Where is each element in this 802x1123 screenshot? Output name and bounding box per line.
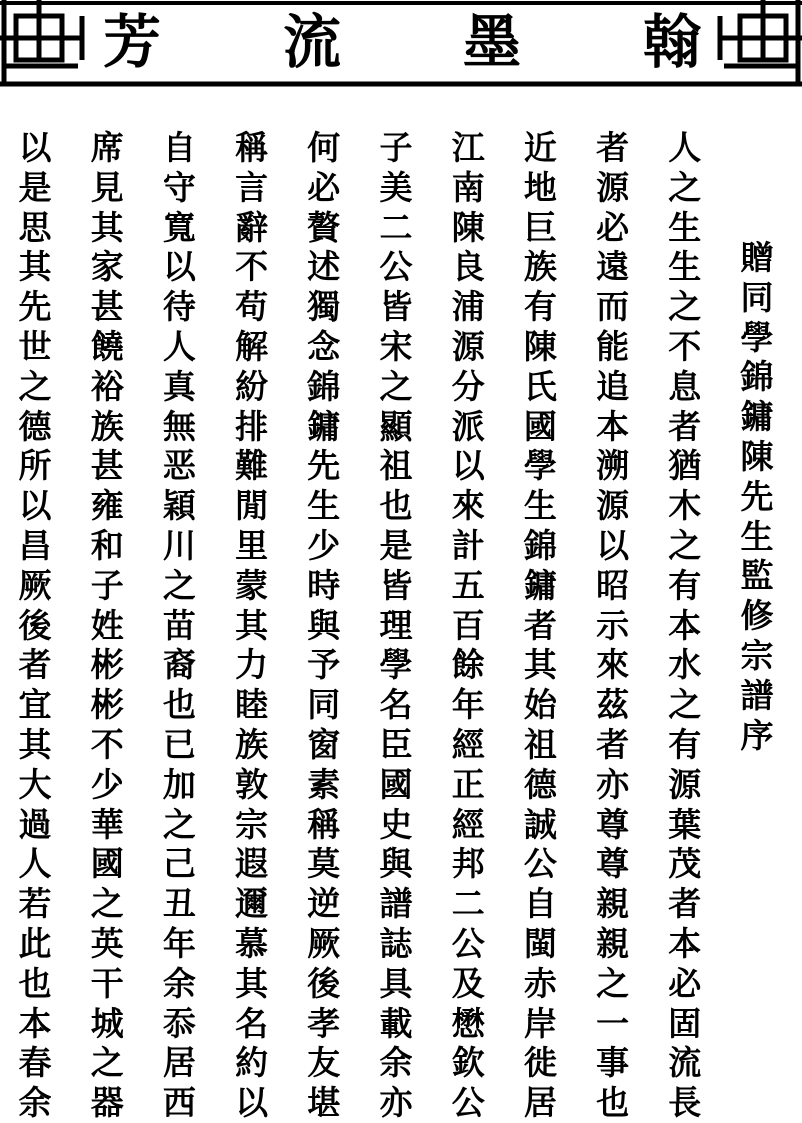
text-char: 之 <box>668 167 702 207</box>
text-char: 大 <box>18 764 52 804</box>
text-char: 後 <box>18 605 52 645</box>
text-char: 少 <box>307 525 341 565</box>
text-char: 德 <box>523 764 557 804</box>
text-char: 經 <box>451 724 485 764</box>
text-char: 德 <box>18 406 52 446</box>
text-char: 亦 <box>596 764 630 804</box>
text-char: 昌 <box>18 525 52 565</box>
text-char: 譜 <box>740 675 774 715</box>
text-char: 者 <box>596 128 630 167</box>
text-char: 閩 <box>523 923 557 963</box>
text-char: 邇 <box>235 884 269 924</box>
text-char: 西 <box>162 1083 196 1123</box>
text-char: 自 <box>162 128 196 167</box>
text-char: 國 <box>90 844 124 884</box>
text-char: 里 <box>235 525 269 565</box>
text-char: 遠 <box>596 247 630 287</box>
text-char: 邦 <box>451 844 485 884</box>
text-char: 事 <box>596 1043 630 1083</box>
text-char: 何 <box>307 128 341 167</box>
text-char: 來 <box>451 486 485 526</box>
text-char: 而 <box>596 287 630 327</box>
text-char: 之 <box>162 804 196 844</box>
text-char: 宗 <box>740 635 774 675</box>
text-char: 窗 <box>307 724 341 764</box>
text-char: 監 <box>740 556 774 596</box>
text-char: 陳 <box>523 326 557 366</box>
text-char: 有 <box>668 565 702 605</box>
text-char: 二 <box>379 207 413 247</box>
text-char: 者 <box>596 724 630 764</box>
text-char: 南 <box>451 167 485 207</box>
text-char: 睦 <box>235 685 269 725</box>
text-char: 之 <box>18 366 52 406</box>
text-char: 國 <box>379 764 413 804</box>
text-char: 已 <box>162 724 196 764</box>
header-title-char-4: 翰 <box>642 8 701 76</box>
text-char: 穎 <box>162 486 196 526</box>
text-char: 祖 <box>379 446 413 486</box>
text-char: 難 <box>235 446 269 486</box>
text-char: 名 <box>235 1003 269 1043</box>
text-char: 尊 <box>596 844 630 884</box>
text-char: 真 <box>162 366 196 406</box>
text-char: 源 <box>596 486 630 526</box>
text-char: 寬 <box>162 207 196 247</box>
text-char: 其 <box>523 645 557 685</box>
text-char: 生 <box>668 207 702 247</box>
text-char: 也 <box>162 685 196 725</box>
text-char: 欽 <box>451 1043 485 1083</box>
text-char: 之 <box>668 287 702 327</box>
text-char: 猶 <box>668 446 702 486</box>
text-char: 陳 <box>740 436 774 476</box>
text-char: 少 <box>90 764 124 804</box>
text-char: 人 <box>162 326 196 366</box>
text-column <box>84 128 130 1123</box>
text-char: 年 <box>162 923 196 963</box>
text-char: 干 <box>90 963 124 1003</box>
text-char: 家 <box>90 247 124 287</box>
text-char: 之 <box>379 366 413 406</box>
text-char: 息 <box>668 366 702 406</box>
text-char: 皆 <box>379 565 413 605</box>
text-char: 生 <box>523 486 557 526</box>
text-char: 祖 <box>523 724 557 764</box>
text-char: 一 <box>596 1003 630 1043</box>
text-char: 待 <box>162 287 196 327</box>
text-char: 約 <box>235 1043 269 1083</box>
text-char: 苟 <box>235 287 269 327</box>
text-char: 者 <box>668 406 702 446</box>
text-char: 本 <box>668 923 702 963</box>
text-char: 追 <box>596 366 630 406</box>
text-char: 良 <box>451 247 485 287</box>
text-char: 理 <box>379 605 413 645</box>
text-char: 者 <box>523 605 557 645</box>
text-char: 人 <box>668 128 702 167</box>
text-char: 公 <box>523 844 557 884</box>
text-char: 過 <box>18 804 52 844</box>
text-char: 地 <box>523 167 557 207</box>
header-banner <box>0 0 802 90</box>
text-char: 余 <box>379 1043 413 1083</box>
text-char: 甚 <box>90 446 124 486</box>
text-char: 排 <box>235 406 269 446</box>
text-column <box>662 128 708 1123</box>
text-char: 必 <box>596 207 630 247</box>
text-char: 稱 <box>235 128 269 167</box>
text-char: 公 <box>451 1083 485 1123</box>
text-char: 江 <box>451 128 485 167</box>
text-char: 徙 <box>523 1043 557 1083</box>
text-char: 川 <box>162 525 196 565</box>
text-char: 姓 <box>90 605 124 645</box>
text-char: 長 <box>668 1083 702 1123</box>
text-char: 鏞 <box>307 406 341 446</box>
text-char: 器 <box>90 1083 124 1123</box>
text-char: 水 <box>668 645 702 685</box>
text-char: 加 <box>162 764 196 804</box>
text-char: 木 <box>668 486 702 526</box>
text-char: 也 <box>18 963 52 1003</box>
text-char: 茲 <box>596 685 630 725</box>
text-char: 辭 <box>235 207 269 247</box>
text-char: 者 <box>668 884 702 924</box>
text-char: 同 <box>307 685 341 725</box>
text-char: 誌 <box>379 923 413 963</box>
text-char: 餘 <box>451 645 485 685</box>
text-char: 彬 <box>90 685 124 725</box>
text-char: 年 <box>451 685 485 725</box>
text-column <box>445 128 491 1123</box>
text-char: 世 <box>18 326 52 366</box>
text-char: 不 <box>235 247 269 287</box>
text-char: 席 <box>90 128 124 167</box>
text-char: 恶 <box>162 446 196 486</box>
text-char: 有 <box>523 287 557 327</box>
text-char: 與 <box>307 605 341 645</box>
text-char: 自 <box>523 884 557 924</box>
text-char: 生 <box>740 516 774 556</box>
text-char: 以 <box>18 486 52 526</box>
text-char: 浦 <box>451 287 485 327</box>
text-char: 岸 <box>523 1003 557 1043</box>
text-char: 亦 <box>379 1083 413 1123</box>
text-char: 慕 <box>235 923 269 963</box>
text-char: 其 <box>18 724 52 764</box>
text-char: 素 <box>307 764 341 804</box>
text-char: 錦 <box>523 525 557 565</box>
text-char: 宜 <box>18 685 52 725</box>
text-char: 其 <box>90 207 124 247</box>
text-char: 孝 <box>307 1003 341 1043</box>
text-char: 以 <box>596 525 630 565</box>
text-char: 顯 <box>379 406 413 446</box>
text-char: 見 <box>90 167 124 207</box>
text-char: 之 <box>596 963 630 1003</box>
text-char: 思 <box>18 207 52 247</box>
text-char: 示 <box>596 605 630 645</box>
text-char: 敦 <box>235 764 269 804</box>
text-char: 解 <box>235 326 269 366</box>
text-char: 皆 <box>379 287 413 327</box>
text-char: 也 <box>596 1083 630 1123</box>
text-char: 莫 <box>307 844 341 884</box>
text-char: 己 <box>162 844 196 884</box>
text-char: 所 <box>18 446 52 486</box>
text-char: 學 <box>740 317 774 357</box>
text-char: 宋 <box>379 326 413 366</box>
text-char: 計 <box>451 525 485 565</box>
text-char: 裕 <box>90 366 124 406</box>
text-char: 逆 <box>307 884 341 924</box>
text-char: 遐 <box>235 844 269 884</box>
text-char: 閒 <box>235 486 269 526</box>
text-char: 以 <box>235 1083 269 1123</box>
text-column <box>590 128 636 1123</box>
text-char: 者 <box>18 645 52 685</box>
text-char: 與 <box>379 844 413 884</box>
text-char: 名 <box>379 685 413 725</box>
text-char: 贅 <box>307 207 341 247</box>
text-char: 氏 <box>523 366 557 406</box>
text-char: 溯 <box>596 446 630 486</box>
text-char: 及 <box>451 963 485 1003</box>
text-char: 親 <box>596 884 630 924</box>
text-char: 近 <box>523 128 557 167</box>
text-char: 其 <box>18 247 52 287</box>
text-char: 人 <box>18 844 52 884</box>
text-column <box>373 128 419 1123</box>
header-title-char-1: 芳 <box>102 8 161 76</box>
text-char: 英 <box>90 923 124 963</box>
text-char: 厥 <box>18 565 52 605</box>
text-char: 不 <box>668 326 702 366</box>
document-title-column <box>734 238 780 755</box>
text-char: 陳 <box>451 207 485 247</box>
text-char: 和 <box>90 525 124 565</box>
text-char: 尊 <box>596 804 630 844</box>
text-char: 饒 <box>90 326 124 366</box>
text-char: 能 <box>596 326 630 366</box>
text-char: 余 <box>162 963 196 1003</box>
vertical-text-body <box>18 128 780 1123</box>
text-char: 無 <box>162 406 196 446</box>
text-char: 族 <box>235 724 269 764</box>
text-char: 厥 <box>307 923 341 963</box>
text-char: 雍 <box>90 486 124 526</box>
text-char: 彬 <box>90 645 124 685</box>
text-char: 親 <box>596 923 630 963</box>
text-char: 不 <box>90 724 124 764</box>
text-column <box>517 128 563 1123</box>
text-char: 以 <box>451 446 485 486</box>
text-char: 友 <box>307 1043 341 1083</box>
text-char: 分 <box>451 366 485 406</box>
text-char: 臣 <box>379 724 413 764</box>
text-char: 紛 <box>235 366 269 406</box>
text-char: 族 <box>523 247 557 287</box>
text-char: 族 <box>90 406 124 446</box>
text-char: 鏞 <box>523 565 557 605</box>
text-char: 五 <box>451 565 485 605</box>
text-char: 本 <box>596 406 630 446</box>
text-char: 正 <box>451 764 485 804</box>
text-char: 其 <box>235 963 269 1003</box>
text-char: 此 <box>18 923 52 963</box>
text-char: 余 <box>18 1083 52 1123</box>
text-char: 本 <box>668 605 702 645</box>
text-char: 始 <box>523 685 557 725</box>
text-char: 具 <box>379 963 413 1003</box>
text-char: 其 <box>235 605 269 645</box>
text-column <box>12 128 58 1123</box>
text-char: 赤 <box>523 963 557 1003</box>
text-char: 之 <box>90 884 124 924</box>
text-char: 生 <box>307 486 341 526</box>
text-char: 宗 <box>235 804 269 844</box>
text-char: 載 <box>379 1003 413 1043</box>
text-char: 譜 <box>379 884 413 924</box>
text-char: 子 <box>90 565 124 605</box>
text-char: 之 <box>668 525 702 565</box>
header-title-char-3: 墨 <box>462 8 521 76</box>
left-lattice-ornament <box>0 0 82 86</box>
text-char: 昭 <box>596 565 630 605</box>
text-char: 予 <box>307 645 341 685</box>
text-char: 國 <box>523 406 557 446</box>
text-char: 是 <box>379 525 413 565</box>
text-char: 源 <box>596 167 630 207</box>
text-char: 源 <box>451 326 485 366</box>
text-char: 固 <box>668 1003 702 1043</box>
text-char: 源 <box>668 764 702 804</box>
text-char: 堪 <box>307 1083 341 1123</box>
text-char: 華 <box>90 804 124 844</box>
text-char: 念 <box>307 326 341 366</box>
header-title-char-2: 流 <box>282 8 341 76</box>
text-char: 甚 <box>90 287 124 327</box>
text-char: 以 <box>162 247 196 287</box>
text-char: 二 <box>451 884 485 924</box>
text-char: 忝 <box>162 1003 196 1043</box>
text-char: 先 <box>740 476 774 516</box>
right-lattice-ornament <box>720 0 802 86</box>
text-char: 之 <box>90 1043 124 1083</box>
text-char: 同 <box>740 277 774 317</box>
text-char: 言 <box>235 167 269 207</box>
text-char: 序 <box>740 715 774 755</box>
text-char: 錦 <box>307 366 341 406</box>
text-char: 公 <box>379 247 413 287</box>
text-char: 時 <box>307 565 341 605</box>
text-char: 獨 <box>307 287 341 327</box>
text-char: 先 <box>307 446 341 486</box>
text-char: 力 <box>235 645 269 685</box>
text-char: 之 <box>162 565 196 605</box>
text-char: 有 <box>668 724 702 764</box>
text-char: 錦 <box>740 357 774 397</box>
text-char: 丑 <box>162 884 196 924</box>
text-char: 本 <box>18 1003 52 1043</box>
text-char: 蒙 <box>235 565 269 605</box>
text-char: 裔 <box>162 645 196 685</box>
text-char: 之 <box>668 685 702 725</box>
text-char: 茂 <box>668 844 702 884</box>
text-char: 先 <box>18 287 52 327</box>
text-column <box>229 128 275 1123</box>
text-char: 以 <box>18 128 52 167</box>
text-char: 鏞 <box>740 397 774 437</box>
text-char: 述 <box>307 247 341 287</box>
text-column <box>156 128 202 1123</box>
text-char: 史 <box>379 804 413 844</box>
text-char: 城 <box>90 1003 124 1043</box>
text-char: 守 <box>162 167 196 207</box>
text-char: 來 <box>596 645 630 685</box>
text-char: 苗 <box>162 605 196 645</box>
text-char: 派 <box>451 406 485 446</box>
text-char: 春 <box>18 1043 52 1083</box>
text-char: 流 <box>668 1043 702 1083</box>
text-char: 學 <box>523 446 557 486</box>
text-char: 居 <box>523 1083 557 1123</box>
text-char: 誠 <box>523 804 557 844</box>
text-char: 是 <box>18 167 52 207</box>
text-char: 經 <box>451 804 485 844</box>
text-char: 居 <box>162 1043 196 1083</box>
text-char: 必 <box>668 963 702 1003</box>
text-char: 葉 <box>668 804 702 844</box>
text-char: 修 <box>740 596 774 636</box>
text-char: 百 <box>451 605 485 645</box>
text-char: 公 <box>451 923 485 963</box>
text-char: 稱 <box>307 804 341 844</box>
text-column <box>301 128 347 1123</box>
text-char: 必 <box>307 167 341 207</box>
text-char: 巨 <box>523 207 557 247</box>
text-char: 懋 <box>451 1003 485 1043</box>
text-char: 美 <box>379 167 413 207</box>
text-char: 生 <box>668 247 702 287</box>
text-char: 學 <box>379 645 413 685</box>
text-char: 後 <box>307 963 341 1003</box>
text-char: 贈 <box>740 238 774 277</box>
text-char: 若 <box>18 884 52 924</box>
text-char: 子 <box>379 128 413 167</box>
text-char: 也 <box>379 486 413 526</box>
